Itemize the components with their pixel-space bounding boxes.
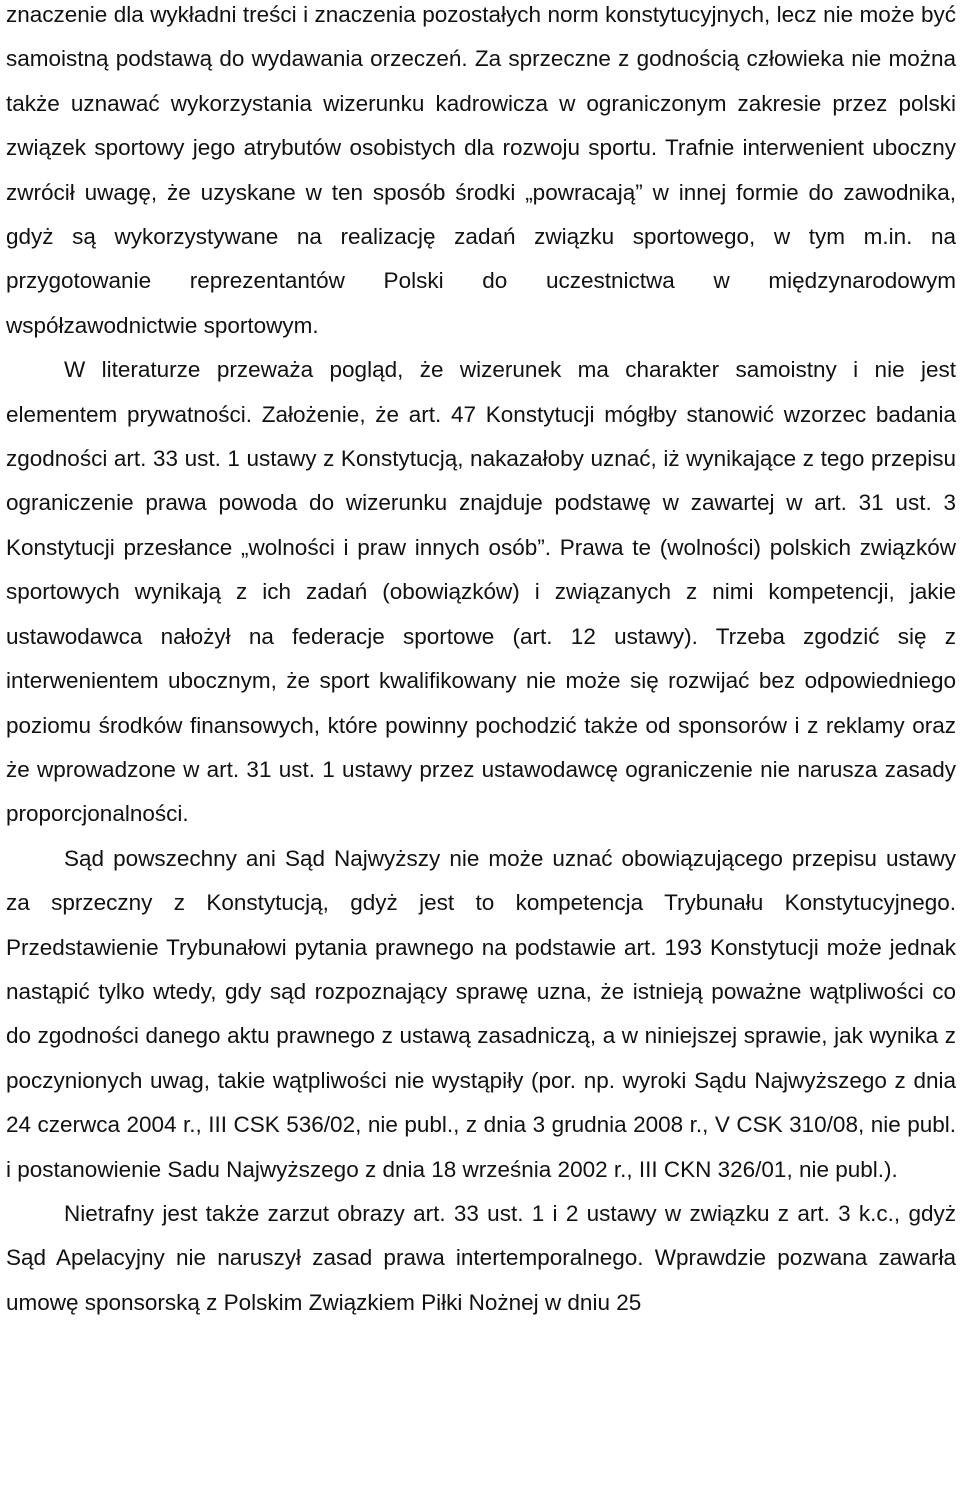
paragraph-2: W literaturze przeważa pogląd, że wizerunek ma charakter samoistny i nie jest elementem prywatności. Założenie, że art. 47 Konstytucji mógłby stanowić wzorzec badania zgodności art. 33 ust. 1 ustawy z Konstytucją, nakazałoby uznać, iż wynikające z tego przepisu ograniczenie prawa powoda do wizerunku znajduje podstawę w zawartej w art. 31 ust. 3 Konstytucji przesłance „wolności i praw innych osób”. Prawa te (wolności) polskich związków sportowych wynikają z ich zadań (obowiązków) i związanych z nimi kompetencji, jakie ustawodawca nałożył na federacje sportowe (art. 12 ustawy). Trzeba zgodzić się z interwenientem ubocznym, że sport kwalifikowany nie może się rozwijać bez odpowiedniego poziomu środków finansowych, które powinny pochodzić także od sponsorów i z reklamy oraz że wprowadzone w art. 31 ust. 1 ustawy przez ustawodawcę ograniczenie nie narusza zasady proporcjonalności. xyxy=(6,357,956,827)
paragraph-1: znaczenie dla wykładni treści i znaczenia pozostałych norm konstytucyjnych, lecz nie może być samoistną podstawą do wydawania orzeczeń. Za sprzeczne z godnością człowieka nie można także uznawać wykorzystania wizerunku kadrowicza w ograniczonym zakresie przez polski związek sportowy jego atrybutów osobistych dla rozwoju sportu. Trafnie interwenient uboczny zwrócił uwagę, że uzyskane w ten sposób środki „powracają” w innej formie do zawodnika, gdyż są wykorzystywane na realizację zadań związku sportowego, w tym m.in. na przygotowanie reprezentantów Polski do uczestnictwa w międzynarodowym współzawodnictwie sportowym. xyxy=(6,2,956,338)
document-page xyxy=(6,0,956,1325)
paragraph-4: Nietrafny jest także zarzut obrazy art. 33 ust. 1 i 2 ustawy w związku z art. 3 k.c., gdyż Sąd Apelacyjny nie naruszył zasad prawa intertemporalnego. Wprawdzie pozwana zawarła umowę sponsorską z Polskim Związkiem Piłki Nożnej w dniu 25 xyxy=(6,1200,956,1315)
paragraph-3: Sąd powszechny ani Sąd Najwyższy nie może uznać obowiązującego przepisu ustawy za sprzeczny z Konstytucją, gdyż jest to kompetencja Trybunału Konstytucyjnego. Przedstawienie Trybunałowi pytania prawnego na podstawie art. 193 Konstytucji może jednak nastąpić tylko wtedy, gdy sąd rozpoznający sprawę uzna, że istnieją poważne wątpliwości co do zgodności danego aktu prawnego z ustawą zasadniczą, a w niniejszej sprawie, jak wynika z poczynionych uwag, takie wątpliwości nie wystąpiły (por. np. wyroki Sądu Najwyższego z dnia 24 czerwca 2004 r., III CSK 536/02, nie publ., z dnia 3 grudnia 2008 r., V CSK 310/08, nie publ. i postanowienie Sadu Najwyższego z dnia 18 września 2002 r., III CKN 326/01, nie publ.). xyxy=(6,845,956,1182)
